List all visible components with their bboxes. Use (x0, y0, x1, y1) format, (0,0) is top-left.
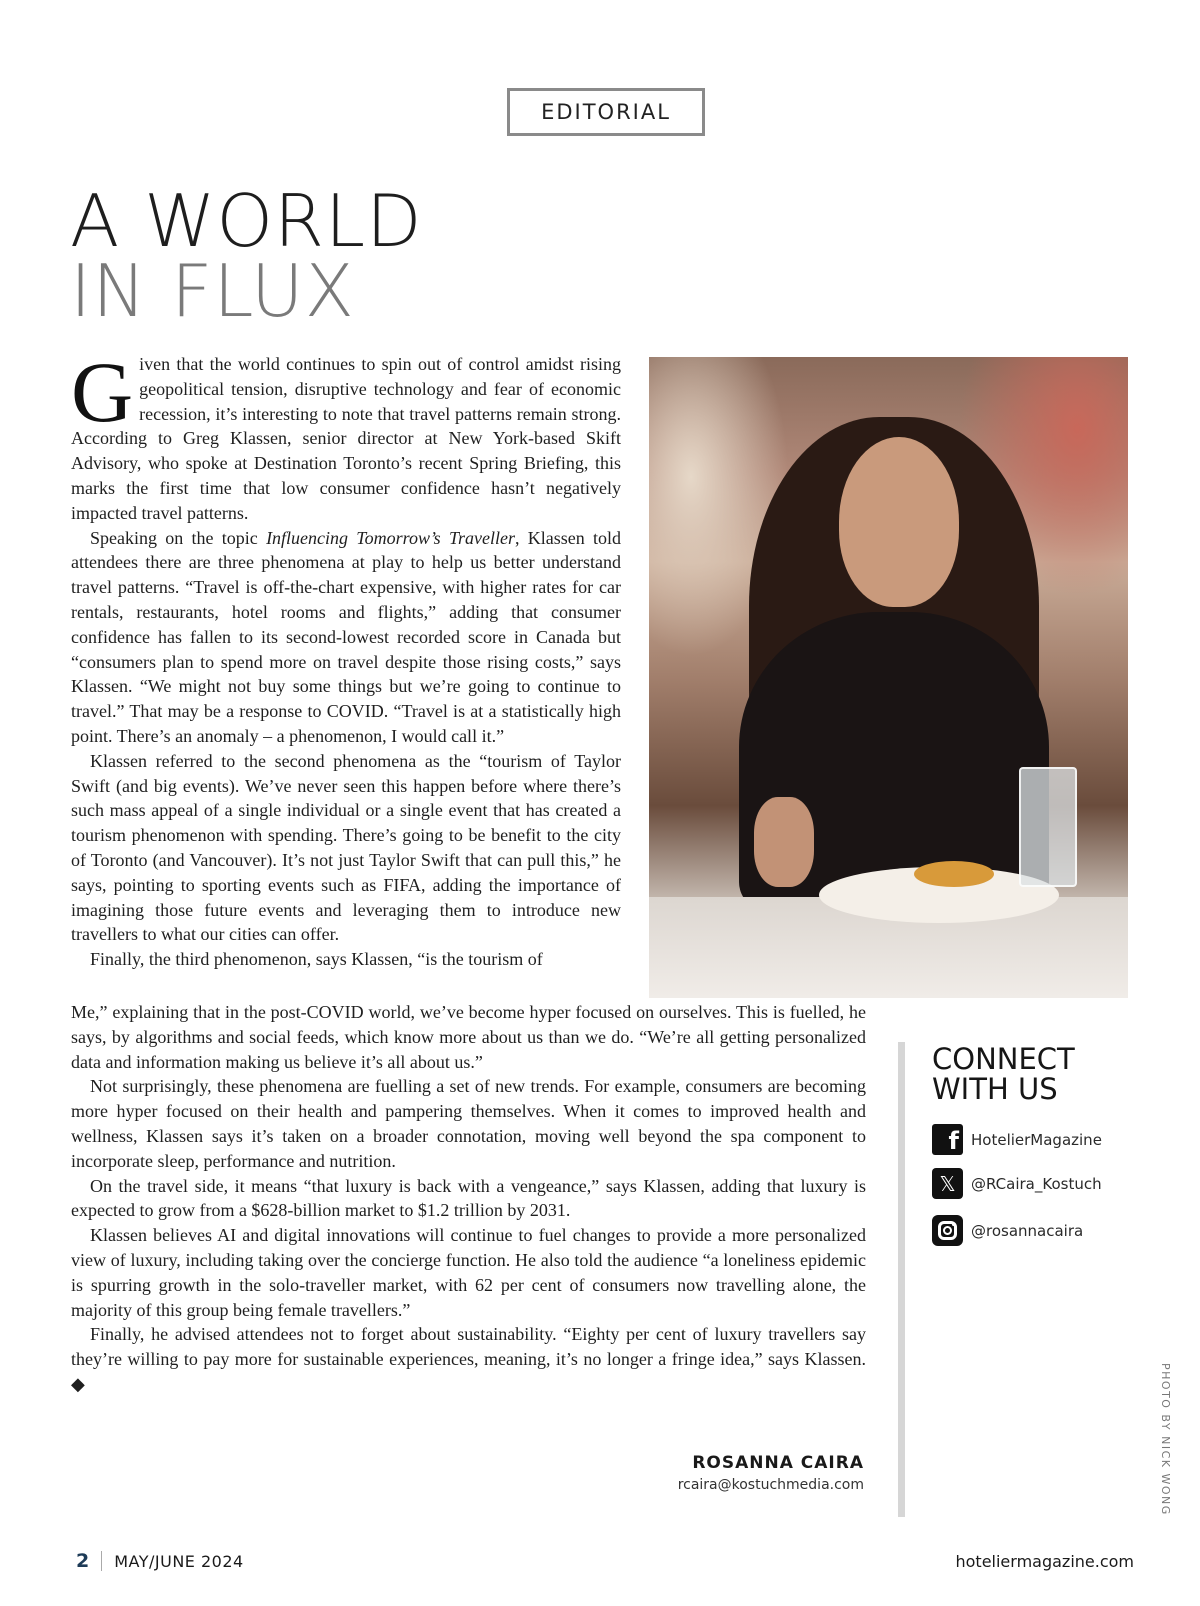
author-name: ROSANNA CAIRA (692, 1453, 864, 1473)
instagram-handle[interactable]: @rosannacaira (971, 1221, 1084, 1240)
social-instagram[interactable] (932, 1215, 1083, 1246)
article-paragraph: On the travel side, it means “that luxury is back with a vengeance,” says Klassen, adding that luxury is expected to grow from a $628-billion market to $1.2 trillion by 2031. (71, 1175, 866, 1221)
connect-title: CONNECT WITH US (932, 1042, 1075, 1106)
x-handle[interactable]: @RCaira_Kostuch (971, 1174, 1102, 1193)
article-column-bottom (71, 1000, 866, 1397)
instagram-icon (932, 1215, 963, 1246)
headline (70, 179, 423, 333)
facebook-handle[interactable]: HotelierMagazine (971, 1130, 1102, 1149)
article-paragraph: Not surprisingly, these phenomena are fuelling a set of new trends. For example, consumers are becoming more hyper focused on their health and pampering themselves. When it comes to improved health and wellness, Klassen says it’s taken on a broader connotation, moving well beyond the spa component to incorporate sleep, performance and nutrition. (71, 1076, 866, 1171)
headline-line-1: A WORLD (70, 179, 423, 263)
article-paragraph: Speaking on the topic Influencing Tomorrow’s Traveller, Klassen told attendees there are three phenomena at play to help us better understand travel patterns. “Travel is off-the-chart expensive, with higher rates for car rentals, restaurants, hotel rooms and flights,” adding that consumer confidence has fallen to its second-lowest recorded score in Canada but “consumers plan to spend more on travel despite those rising costs,” says Klassen. “We might not buy some things but we’re going to continue to travel.” That may be a response to COVID. “Travel is at a statistically high point. There’s an anomaly – a phenomenon, I would call it.” (71, 527, 621, 746)
author-email[interactable]: rcaira@kostuchmedia.com (677, 1477, 864, 1493)
folio (76, 1550, 244, 1572)
end-mark-icon: ◆ (71, 1373, 85, 1394)
page-number: 2 (76, 1550, 90, 1572)
talk-title: Influencing Tomorrow’s Traveller (266, 527, 515, 548)
portrait-photo (649, 357, 1128, 998)
article-column-top (71, 344, 621, 972)
headline-line-2: IN FLUX (70, 249, 355, 333)
article-paragraph: Me,” explaining that in the post-COVID world, we’ve become hyper focused on ourselves. This is fuelled, he says, by algorithms and social feeds, which know more about us than we do. “We’re all getting personalized data and information making us believe it’s all about us.” (71, 1002, 866, 1072)
issue-date: MAY/JUNE 2024 (114, 1551, 244, 1571)
article-paragraph: Finally, the third phenomenon, says Klassen, “is the tourism of (90, 949, 543, 970)
facebook-icon: f (932, 1124, 963, 1155)
drop-cap: G (71, 344, 134, 440)
photo-credit: PHOTO BY NICK WONG (1159, 1363, 1172, 1516)
folio-divider (101, 1551, 102, 1571)
section-tag: EDITORIAL (507, 88, 705, 136)
article-paragraph: Klassen believes AI and digital innovations will continue to fuel changes to provide a more personalized view of luxury, including taking over the concierge function. He also told the audience “a loneliness epidemic is spurring growth in the solo-traveller market, with 62 per cent of consumers now travelling alone, the majority of this group being female travellers.” (71, 1225, 866, 1320)
social-facebook[interactable] (932, 1124, 1102, 1155)
website-url[interactable]: hoteliermagazine.com (955, 1552, 1134, 1571)
article-paragraph: Given that the world continues to spin out of control amidst rising geopolitical tension, disruptive technology and fear of economic recession, it’s interesting to note that travel patterns remain strong. According to Greg Klassen, senior director at New York-based Skift Advisory, who spoke at Destination Toronto’s recent Spring Briefing, this marks the first time that low consumer confidence hasn’t negatively impacted travel patterns. (71, 344, 621, 523)
article-paragraph: Finally, he advised attendees not to forget about sustainability. “Eighty per cent of luxury travellers say they’re willing to pay more for sustainable experiences, meaning, it’s no longer a fringe idea,” says Klassen. ◆ (71, 1324, 866, 1394)
sidebar-rule (898, 1042, 905, 1517)
x-icon: 𝕏 (932, 1168, 963, 1199)
article-paragraph: Klassen referred to the second phenomena as the “tourism of Taylor Swift (and big events). We’ve never seen this happen before where there’s such mass appeal of a single individual or a single event that has created a tourism phenomenon with spending. There’s going to be benefit to the city of Toronto (and Vancouver). It’s not just Taylor Swift that can pull this,” he says, pointing to sporting events such as FIFA, adding the importance of imagining those future events and leveraging them to introduce new travellers to what our cities can offer. (71, 750, 621, 945)
byline (678, 1453, 864, 1493)
social-x[interactable] (932, 1168, 1102, 1199)
